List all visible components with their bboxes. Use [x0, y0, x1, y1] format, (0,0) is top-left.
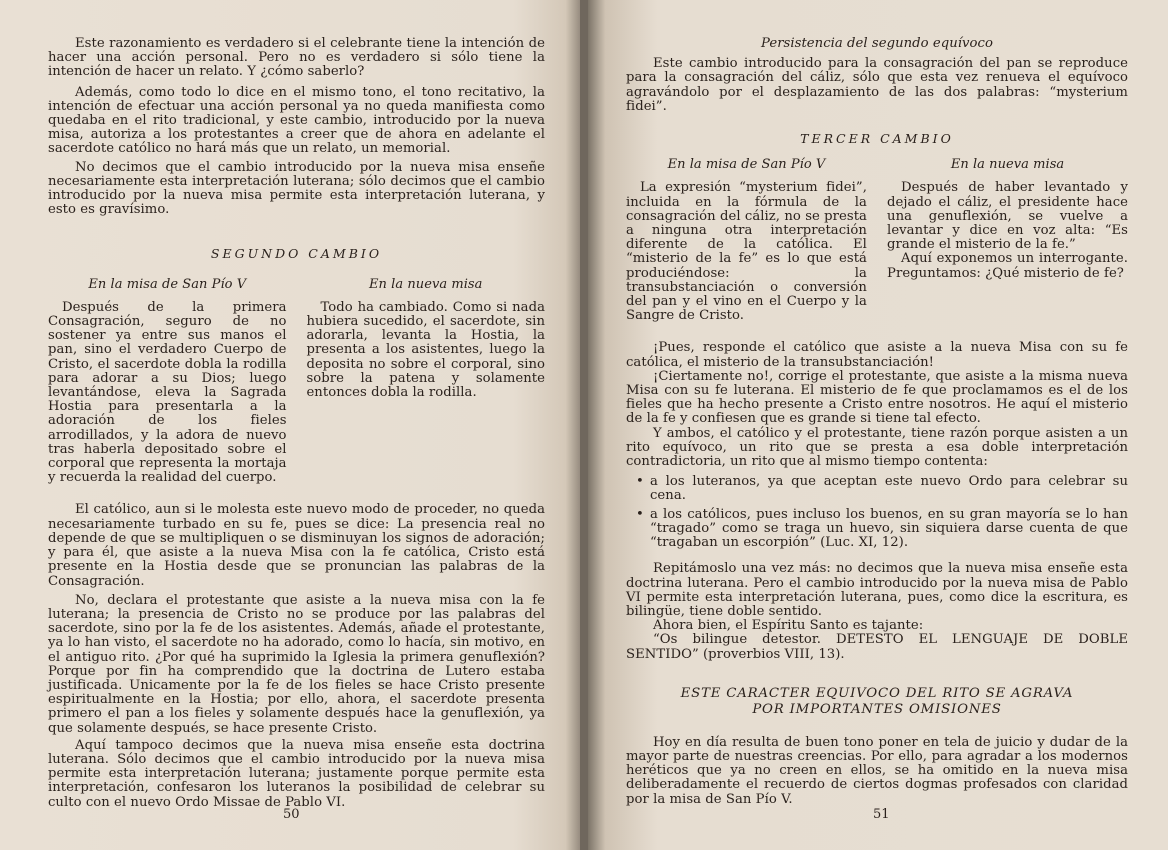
- column-text: Todo ha cambiado. Como si nada hubiera sucedido, el sacerdote, sin adorarla, levanta la Hostia, la presenta a los asistentes, luego la deposita no sobre el corporal, sino sobre la patena y solamente entonces dobla la rodilla.: [306, 299, 545, 401]
- paragraph: ¡Ciertamente no!, corrige el protestante, que asiste a la misma nueva Misa con su fe luterana. El misterio de fe que proclamamos es el de los fieles que ha hecho presente a Cristo entre nosotros. He aquí el misterio de la fe y confiesen que es grande si tiene tal efecto.: [626, 368, 1128, 427]
- left-page-text: [48, 37, 545, 810]
- paragraph: Aquí tampoco decimos que la nueva misa enseñe esta doctrina luterana. Sólo decimos que el cambio introducido por la nueva misa permite esta interpretación luterana; justamente porque permite esta interpretación, confesaron los luteranos la posibilidad de celebrar su culto con el nuevo Ordo Missae de Pablo VI.: [48, 737, 545, 810]
- column-old-rite: [626, 158, 867, 323]
- paragraph: El católico, aun si le molesta este nuevo modo de proceder, no queda necesariamente turbado en su fe, pues se dice: La presencia real no depende de que se multipliquen o se disminuyan los signos de adoración; y para él, que asiste a la nueva Misa con la fe católica, Cristo está presente en la Hostia desde que se pronuncian las palabras de la Consagración.: [48, 502, 545, 589]
- column-old-rite: [48, 278, 287, 486]
- comparison-columns: [48, 278, 545, 486]
- column-new-rite: [306, 278, 545, 486]
- bullet-item: • a los católicos, pues incluso los buenos, en su gran mayoría se lo han “tragado” como se traga un huevo, sin siquiera darse cuenta de que “tragaban un escorpión” (Luc. XI, 12).: [636, 506, 1128, 551]
- column-new-rite: [887, 158, 1128, 323]
- paragraph: No decimos que el cambio introducido por la nueva misa enseñe necesariamente esta interpretación luterana; sólo decimos que el cambio introducido por la nueva misa permite esta interpretación luterana, y esto es gravísimo.: [48, 159, 545, 218]
- paragraph: Este razonamiento es verdadero si el celebrante tiene la intención de hacer una acción personal. Pero no es verdadero si sólo tiene la intención de hacer un relato. Y ¿cómo saberlo?: [48, 36, 545, 80]
- paragraph: Hoy en día resulta de buen tono poner en tela de juicio y dudar de la mayor parte de nuestras creencias. Por ello, para agradar a los modernos heréticos que ya no creen en ellos, se ha omitido en la nueva misa deliberadamente el recuerdo de ciertos dogmas profesados con claridad por la misa de San Pío V.: [626, 734, 1128, 807]
- paragraph: Repitámoslo una vez más: no decimos que la nueva misa enseñe esta doctrina luterana. Pero el cambio introducido por la nueva misa de Pablo VI permite esta interpretación luterana, pues, como dice la escritura, es bilingüe, tiene doble sentido.: [626, 561, 1128, 619]
- section-heading: ESTE CARACTER EQUIVOCO DEL RITO SE AGRAVA POR IMPORTANTES OMISIONES: [680, 685, 1074, 717]
- bullet-icon: •: [636, 474, 644, 490]
- running-head: Persistencia del segundo equívoco: [761, 36, 993, 51]
- column-text: Después de la primera Consagración, seguro de no sostener ya entre sus manos el pan, sino el verdadero Cuerpo de Cristo, el sacerdote dobla la rodilla para adorar a su Dios; luego levantándose, eleva la Sagrada Hostia para presentarla a la adoración de los fieles arrodillados, y la adora de nuevo tras haberla depositado sobre el corporal que representa la mortaja y recuerda la realidad del cuerpo.: [48, 299, 287, 486]
- column-title: En la nueva misa: [950, 157, 1065, 173]
- page-number: 51: [873, 807, 890, 822]
- paragraph: No, declara el protestante que asiste a la nueva misa con la fe luterana; la presencia de Cristo no se produce por las palabras del sacerdote, sino por la fe de los asistentes. Además, añade el protestante, ya lo han visto, el sacerdote no ha adorado, como lo hacía, sin motivo, en el antiguo rito. ¿Por qué ha suprimido la Iglesia la primera genuflexión? Porque por fin ha comprendido que la doctrina de Lutero estaba justificada. Unicamente por la fe de los fieles se hace Cristo presente espiritualmente en la Hostia; por ello, ahora, el sacerdote presenta primero el pan a los fieles y solamente después hace la genuflexión, ya que solamente después, se hace presente Cristo.: [48, 592, 545, 736]
- page-number: 50: [283, 807, 300, 822]
- column-title: En la nueva misa: [369, 276, 483, 292]
- paragraph: Este cambio introducido para la consagración del pan se reproduce para la consagración del cáliz, sólo que esta vez renueva el equívoco agravándolo por el desplazamiento de las dos palabras: “mysterium fidei”.: [626, 56, 1128, 114]
- paragraph: Además, como todo lo dice en el mismo tono, el tono recitativo, la intención de efectuar una acción personal ya no queda manifiesta como quedaba en el rito tradicional, y este cambio, introducido por la nueva misa, autoriza a los protestantes a creer que de ahora en adelante el sacerdote católico no hará más que un relato, un memorial.: [48, 84, 545, 157]
- section-heading: SEGUNDO CAMBIO: [210, 246, 383, 262]
- paragraph: Ahora bien, el Espíritu Santo es tajante:: [653, 618, 924, 634]
- paragraph: Y ambos, el católico y el protestante, tiene razón porque asisten a un rito equívoco, un rito que se presta a esa doble interpretación contradictoria, un rito que al mismo tiempo contenta:: [626, 425, 1128, 470]
- right-page-text: [626, 37, 1128, 807]
- left-page: [0, 0, 583, 850]
- column-title: En la misa de San Pío V: [667, 157, 826, 173]
- column-text: Después de haber levantado y dejado el cáliz, el presidente hace una genuflexión, se vuelve a levantar y dice en voz alta: “Es grande el misterio de la fe.”: [887, 180, 1128, 253]
- right-page: [588, 0, 1168, 850]
- paragraph: ¡Pues, responde el católico que asiste a la nueva Misa con su fe católica, el misterio de la transubstanciación!: [626, 340, 1128, 370]
- comparison-columns: [626, 158, 1128, 323]
- bullet-icon: •: [636, 506, 644, 522]
- column-text: Aquí exponemos un interrogante. Preguntamos: ¿Qué misterio de fe?: [887, 251, 1128, 281]
- column-title: En la misa de San Pío V: [88, 276, 247, 292]
- section-heading: TERCER CAMBIO: [800, 131, 954, 147]
- quote: “Os bilingue detestor. DETESTO EL LENGUAJE DE DOBLE SENTIDO” (proverbios VIII, 13).: [626, 632, 1128, 662]
- column-text: La expresión “mysterium fidei”, incluida en la fórmula de la consagración del cáliz, no se presta a ninguna otra interpretación diferente de la católica. El “misterio de la fe” es lo que está produciéndose: la transubstanciación o conversión del pan y el vino en el Cuerpo y la Sangre de Cristo.: [626, 180, 867, 324]
- bullet-item: • a los luteranos, ya que aceptan este nuevo Ordo para celebrar su cena.: [636, 474, 1128, 504]
